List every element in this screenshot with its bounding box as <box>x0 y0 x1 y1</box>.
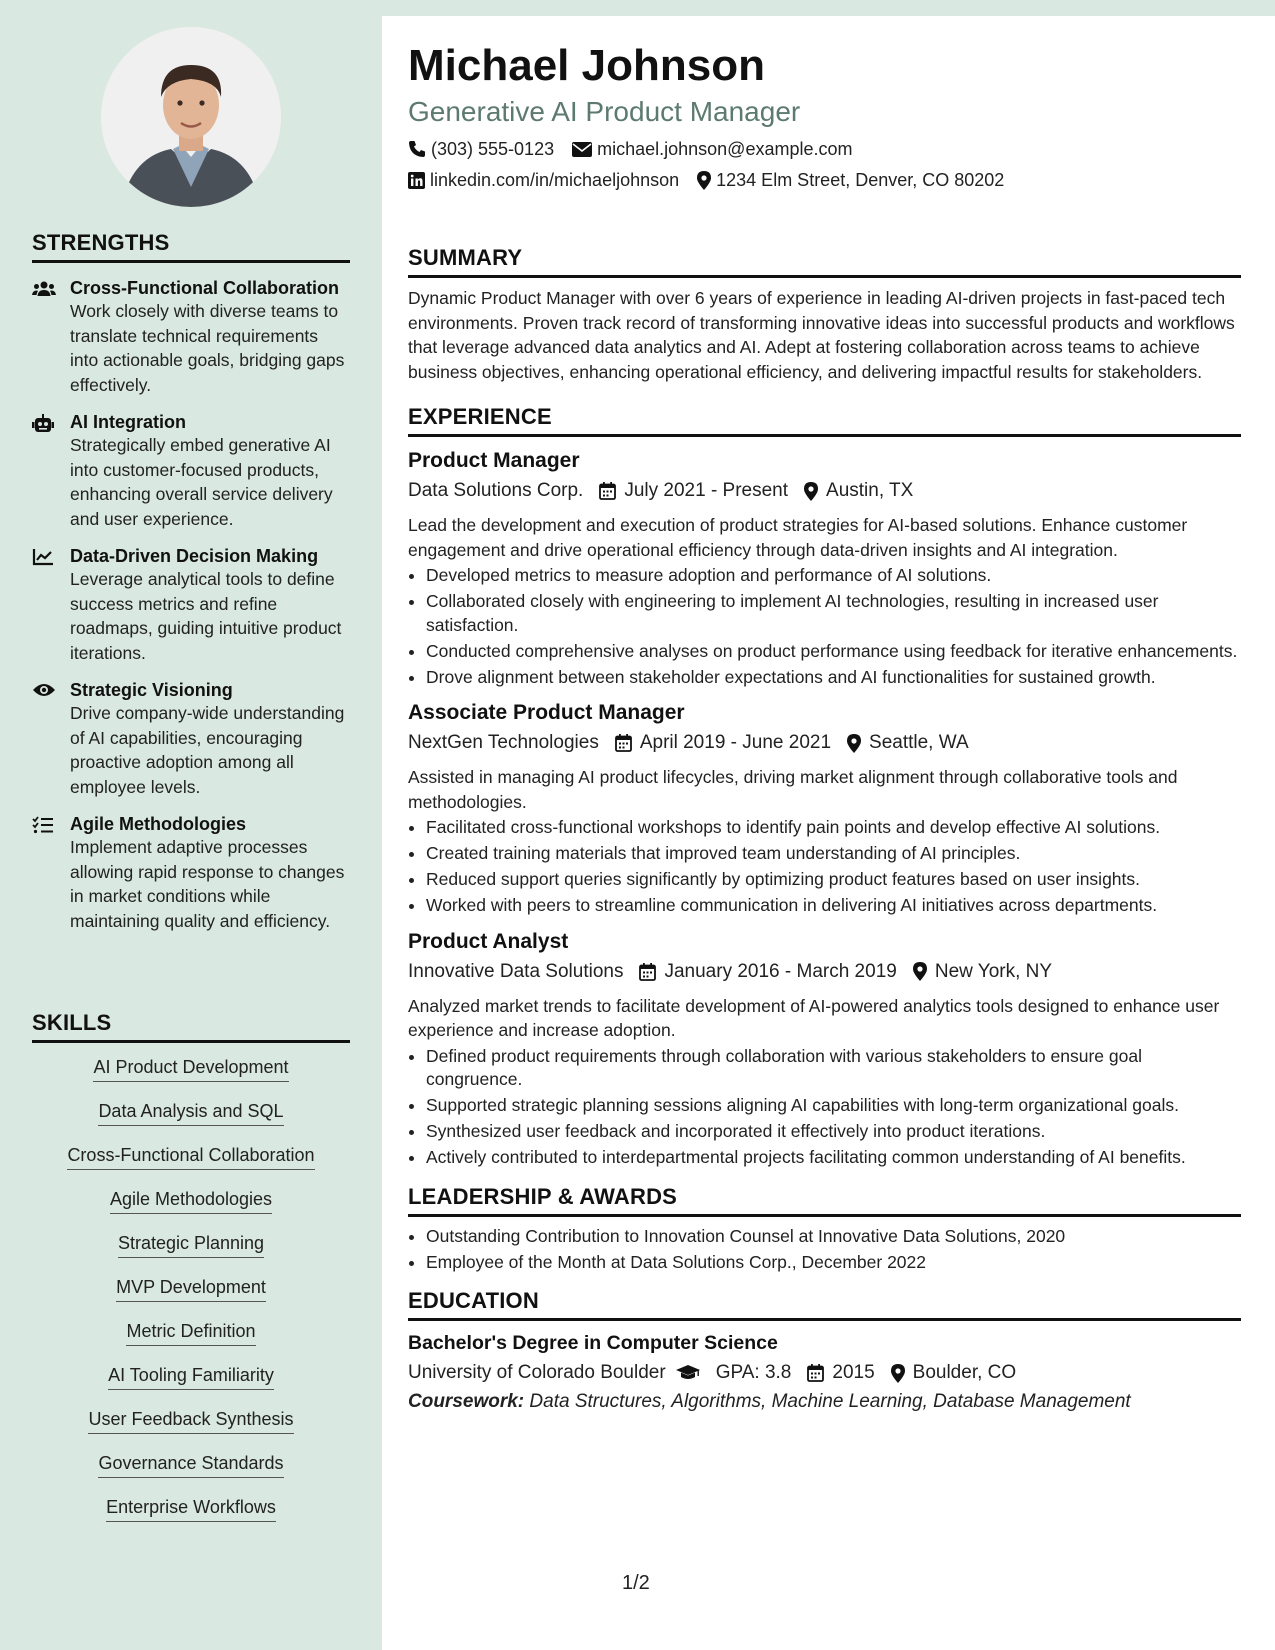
job-bullet: • Collaborated closely with engineering to implement AI technologies, resulting in increased user satisfaction. <box>426 590 1241 637</box>
skill-item: AI Product Development <box>93 1057 288 1082</box>
job-desc: Lead the development and execution of product strategies for AI-based solutions. Enhance customer engagement and drive operational efficiency through data-driven insights and AI integration. <box>408 515 1188 560</box>
summary-text: Dynamic Product Manager with over 6 years of experience in leading AI-driven projects in fast-paced tech environments. Proven track record of transforming innovative ideas into successful products and workflows that leverage advanced data analytics and AI. Adept at fostering collaboration across teams to achieve business objectives, enhancing operational efficiency, and delivering impactful results for stakeholders. <box>408 288 1235 382</box>
job-entry <box>408 699 1241 918</box>
calendar-icon <box>615 734 632 752</box>
education-location-text: Boulder, CO <box>912 1362 1017 1383</box>
skill-item: Metric Definition <box>126 1321 255 1346</box>
email-contact[interactable] <box>572 139 852 160</box>
strength-desc: Strategically embed generative AI into customer-focused products, enhancing overall service delivery and user experience. <box>70 435 333 529</box>
coursework <box>408 1391 1241 1413</box>
job-meta <box>408 729 1241 757</box>
strength-title: Cross-Functional Collaboration <box>70 278 340 298</box>
job-dates-text: January 2016 - March 2019 <box>664 960 897 982</box>
skill-item: User Feedback Synthesis <box>88 1409 293 1434</box>
skill-item: Governance Standards <box>98 1453 283 1478</box>
job-bullets <box>408 1045 1241 1170</box>
page-number: 1/2 <box>622 1572 650 1594</box>
job-bullet: • Reduced support queries significantly by optimizing product features based on user insights. <box>426 868 1241 892</box>
address-text: 1234 Elm Street, Denver, CO 80202 <box>716 169 1005 190</box>
job-bullet: • Drove alignment between stakeholder expectations and AI functionalities for sustained growth. <box>426 666 1241 690</box>
linkedin-text: linkedin.com/in/michaeljohnson <box>430 169 680 190</box>
job-dates <box>599 477 788 505</box>
phone-text: (303) 555-0123 <box>431 138 555 159</box>
job-desc: Analyzed market trends to facilitate development of AI-powered analytics tools designed to enhance user experience and increase adoption. <box>408 995 1220 1040</box>
job-title: Associate Product Manager <box>408 701 685 724</box>
strength-title: AI Integration <box>70 412 186 432</box>
location-pin-icon <box>913 962 927 981</box>
education-title: EDUCATION <box>408 1288 1241 1321</box>
skills-section <box>32 1010 350 1541</box>
job-title: Product Manager <box>408 449 580 472</box>
job-location-text: Austin, TX <box>826 480 914 501</box>
strength-item <box>32 277 350 397</box>
skill-item: MVP Development <box>116 1277 266 1302</box>
list-check-icon <box>32 813 70 933</box>
linkedin-contact[interactable] <box>408 170 679 191</box>
leadership-section <box>408 1184 1241 1275</box>
top-band <box>382 0 1275 16</box>
skill-item: AI Tooling Familiarity <box>108 1365 274 1390</box>
strengths-title: STRENGTHS <box>32 230 350 263</box>
strength-item <box>32 813 350 933</box>
award-item: • Employee of the Month at Data Solutions Corp., December 2022 <box>426 1251 1241 1275</box>
strength-desc: Work closely with diverse teams to translate technical requirements into actionable goals, bridging gaps effectively. <box>70 301 345 395</box>
skills-title: SKILLS <box>32 1010 350 1043</box>
skill-item: Enterprise Workflows <box>106 1497 276 1522</box>
graduation-cap-icon <box>676 1365 700 1381</box>
education-gpa: GPA: 3.8 <box>715 1362 792 1383</box>
job-dates <box>639 958 896 986</box>
job-company: Innovative Data Solutions <box>408 960 624 982</box>
skill-item: Cross-Functional Collaboration <box>67 1145 314 1170</box>
job-meta <box>408 477 1241 505</box>
calendar-icon <box>639 963 656 981</box>
strength-item <box>32 679 350 799</box>
location-pin-icon <box>891 1364 905 1383</box>
leadership-list <box>408 1225 1241 1275</box>
job-desc: Assisted in managing AI product lifecycles, driving market alignment through collaborative tools and methodologies. <box>408 767 1178 812</box>
job-entry <box>408 928 1241 1170</box>
education-location <box>891 1359 1017 1387</box>
linkedin-icon <box>408 172 425 189</box>
job-bullets <box>408 564 1241 689</box>
address-contact <box>697 170 1004 191</box>
strength-desc: Leverage analytical tools to define success metrics and refine roadmaps, guiding intuitive product iterations. <box>70 569 342 663</box>
job-bullets <box>408 816 1241 918</box>
strength-item <box>32 545 350 665</box>
leadership-title: LEADERSHIP & AWARDS <box>408 1184 1241 1217</box>
location-pin-icon <box>804 482 818 501</box>
degree-title: Bachelor's Degree in Computer Science <box>408 1332 778 1354</box>
job-location <box>913 958 1052 986</box>
job-bullet: • Facilitated cross-functional workshops to identify pain points and develop effective AI solutions. <box>426 816 1241 840</box>
contact-row <box>408 167 1241 193</box>
location-pin-icon <box>847 734 861 753</box>
profile-photo <box>101 27 281 207</box>
calendar-icon <box>807 1364 824 1382</box>
job-dates-text: April 2019 - June 2021 <box>639 732 832 753</box>
eye-icon <box>32 679 70 799</box>
education-year-text: 2015 <box>832 1362 875 1383</box>
award-item: • Outstanding Contribution to Innovation Counsel at Innovative Data Solutions, 2020 <box>426 1225 1241 1249</box>
skill-item: Agile Methodologies <box>110 1189 272 1214</box>
candidate-role: Generative AI Product Manager <box>408 96 801 127</box>
job-bullet: • Conducted comprehensive analyses on product performance using feedback for iterative enhancements. <box>426 640 1241 664</box>
job-bullet: • Supported strategic planning sessions aligning AI capabilities with long-term organizational goals. <box>426 1094 1241 1118</box>
envelope-icon <box>572 142 592 157</box>
education-year <box>807 1359 874 1387</box>
contact-row <box>408 136 1241 162</box>
strength-title: Agile Methodologies <box>70 814 247 834</box>
strength-item <box>32 411 350 531</box>
school-text: University of Colorado Boulder <box>408 1362 666 1383</box>
experience-section <box>408 404 1241 1170</box>
robot-icon <box>32 411 70 531</box>
education-section <box>408 1288 1241 1413</box>
email-text: michael.johnson@example.com <box>597 138 853 159</box>
job-bullet: • Developed metrics to measure adoption and performance of AI solutions. <box>426 564 1241 588</box>
school-name <box>408 1359 700 1387</box>
main-column <box>408 40 1241 1413</box>
job-title: Product Analyst <box>408 929 569 953</box>
job-meta <box>408 958 1241 986</box>
location-pin-icon <box>697 171 711 190</box>
strength-title: Data-Driven Decision Making <box>70 546 319 566</box>
job-dates <box>615 729 831 757</box>
job-location <box>804 477 913 505</box>
job-bullet: • Actively contributed to interdepartmental projects facilitating common understanding of AI benefits. <box>426 1146 1241 1170</box>
job-company: Data Solutions Corp. <box>408 480 584 501</box>
summary-title: SUMMARY <box>408 245 1241 278</box>
education-meta <box>408 1359 1241 1387</box>
coursework-label: Coursework: <box>408 1391 525 1412</box>
experience-title: EXPERIENCE <box>408 404 1241 437</box>
summary-section <box>408 245 1241 384</box>
job-bullet: • Created training materials that improved team understanding of AI principles. <box>426 842 1241 866</box>
job-dates-text: July 2021 - Present <box>624 480 789 501</box>
candidate-name: Michael Johnson <box>408 41 765 90</box>
strength-desc: Implement adaptive processes allowing rapid response to changes in market conditions while maintaining quality and efficiency. <box>70 837 345 931</box>
strength-desc: Drive company-wide understanding of AI capabilities, encouraging proactive adoption among all employee levels. <box>70 703 345 797</box>
coursework-text: Data Structures, Algorithms, Machine Learning, Database Management <box>529 1391 1131 1412</box>
job-bullet: • Worked with peers to streamline communication in delivering AI initiatives across departments. <box>426 894 1241 918</box>
job-bullet: • Synthesized user feedback and incorporated it effectively into product iterations. <box>426 1120 1241 1144</box>
skills-list <box>32 1057 350 1541</box>
phone-contact[interactable] <box>408 139 554 160</box>
chart-line-icon <box>32 545 70 665</box>
skill-item: Data Analysis and SQL <box>98 1101 283 1126</box>
job-location-text: New York, NY <box>934 960 1053 982</box>
strength-title: Strategic Visioning <box>70 680 233 700</box>
skill-item: Strategic Planning <box>118 1233 264 1258</box>
job-entry <box>408 447 1241 689</box>
job-location <box>847 729 969 757</box>
job-company: NextGen Technologies <box>408 732 599 753</box>
strengths-section <box>32 230 350 933</box>
job-bullet: • Defined product requirements through collaboration with various stakeholders to ensure goal congruence. <box>426 1045 1241 1092</box>
phone-icon <box>408 140 426 158</box>
users-icon <box>32 277 70 397</box>
calendar-icon <box>599 482 616 500</box>
job-location-text: Seattle, WA <box>869 732 969 753</box>
profile-photo-image <box>101 27 281 207</box>
